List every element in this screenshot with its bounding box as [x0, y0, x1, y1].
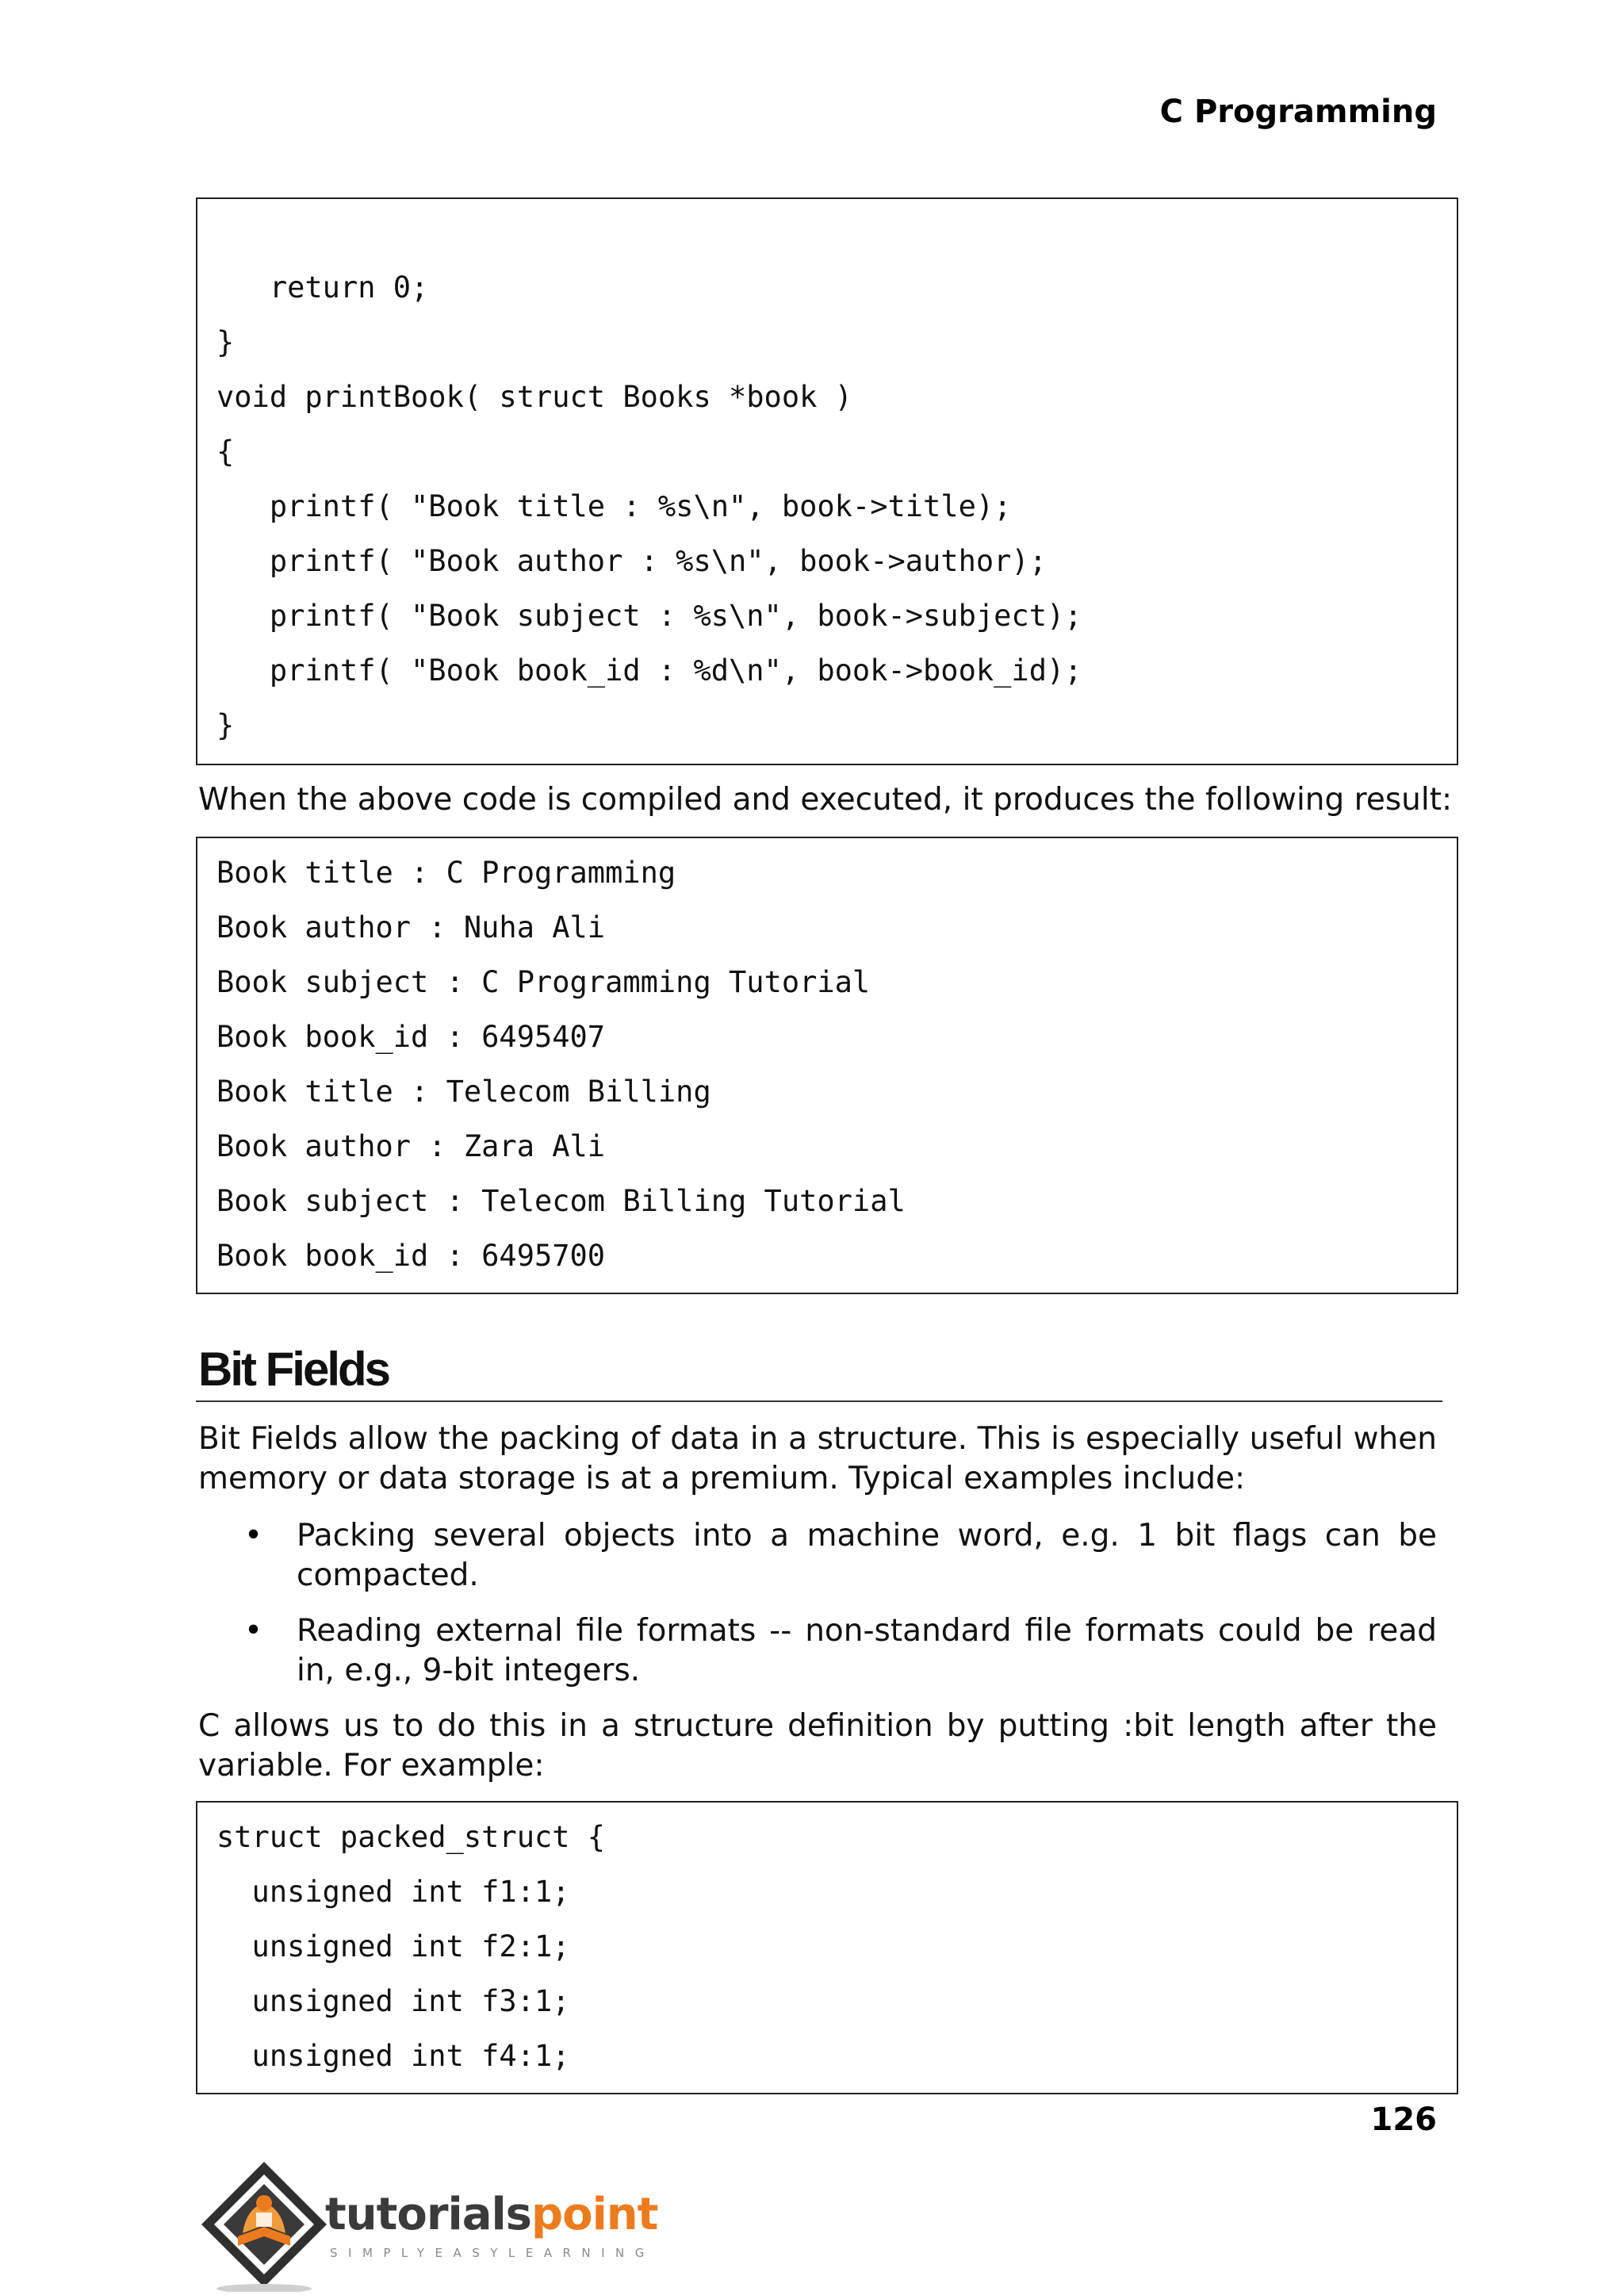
code-block-packed-struct [196, 1801, 1458, 2094]
code-block-print-book [196, 197, 1458, 765]
bit-fields-intro-paragraph: Bit Fields allow the packing of data in a structure. This is especially useful when memory or data storage is at a premium. Typical examples include: [198, 1421, 1437, 1496]
output-line: Book author : Zara Ali [216, 1129, 606, 1163]
output-block [196, 837, 1458, 1294]
output-line: Book book_id : 6495700 [216, 1239, 606, 1273]
bullet-item-packing: Packing several objects into a machine word, e.g. 1 bit flags can be compacted. [297, 1518, 1437, 1593]
bullet-marker: • [244, 1613, 263, 1649]
code-line: void printBook( struct Books *book ) [216, 380, 852, 414]
output-line: Book title : C Programming [216, 856, 676, 890]
code-line: { [216, 435, 235, 469]
bit-length-paragraph: C allows us to do this in a structure definition by putting :bit length after the variable. For example: [198, 1708, 1437, 1784]
code-line: printf( "Book book_id : %d\n", book->book_id); [216, 653, 1082, 688]
code-line: unsigned int f1:1; [216, 1875, 570, 1909]
logo-text-tutorials: tutorials [325, 2189, 532, 2240]
logo-tagline: SIMPLYEASYLEARNING [330, 2246, 655, 2260]
code-line: unsigned int f2:1; [216, 1929, 570, 1964]
code-line: printf( "Book subject : %s\n", book->subject); [216, 599, 1082, 633]
result-intro-paragraph: When the above code is compiled and executed, it produces the following result: [198, 782, 1453, 818]
logo-diamond-icon [197, 2157, 331, 2292]
code-line: struct packed_struct { [216, 1820, 606, 1854]
bullet-item-reading: Reading external file formats -- non-standard file formats could be read in, e.g., 9-bit integers. [297, 1613, 1437, 1688]
output-line: Book subject : C Programming Tutorial [216, 965, 871, 999]
output-line: Book subject : Telecom Billing Tutorial [216, 1184, 906, 1218]
output-line: Book book_id : 6495407 [216, 1020, 606, 1054]
code-line: printf( "Book author : %s\n", book->author); [216, 544, 1047, 578]
bullet-marker: • [244, 1518, 263, 1554]
code-line: } [216, 708, 235, 742]
output-line: Book title : Telecom Billing [216, 1075, 711, 1109]
code-line: return 0; [216, 270, 429, 305]
code-line: unsigned int f4:1; [216, 2039, 570, 2073]
page-number: 126 [1370, 2102, 1437, 2138]
heading-underline [196, 1400, 1442, 1402]
code-line: printf( "Book title : %s\n", book->title); [216, 489, 1012, 523]
code-line: } [216, 325, 235, 359]
section-heading: Bit Fields [198, 1343, 389, 1396]
logo-text-point: point [531, 2189, 658, 2240]
logo-wordmark [325, 2189, 657, 2240]
output-line: Book author : Nuha Ali [216, 910, 606, 944]
code-line: unsigned int f3:1; [216, 1984, 570, 2018]
running-header: C Programming [1159, 94, 1437, 130]
